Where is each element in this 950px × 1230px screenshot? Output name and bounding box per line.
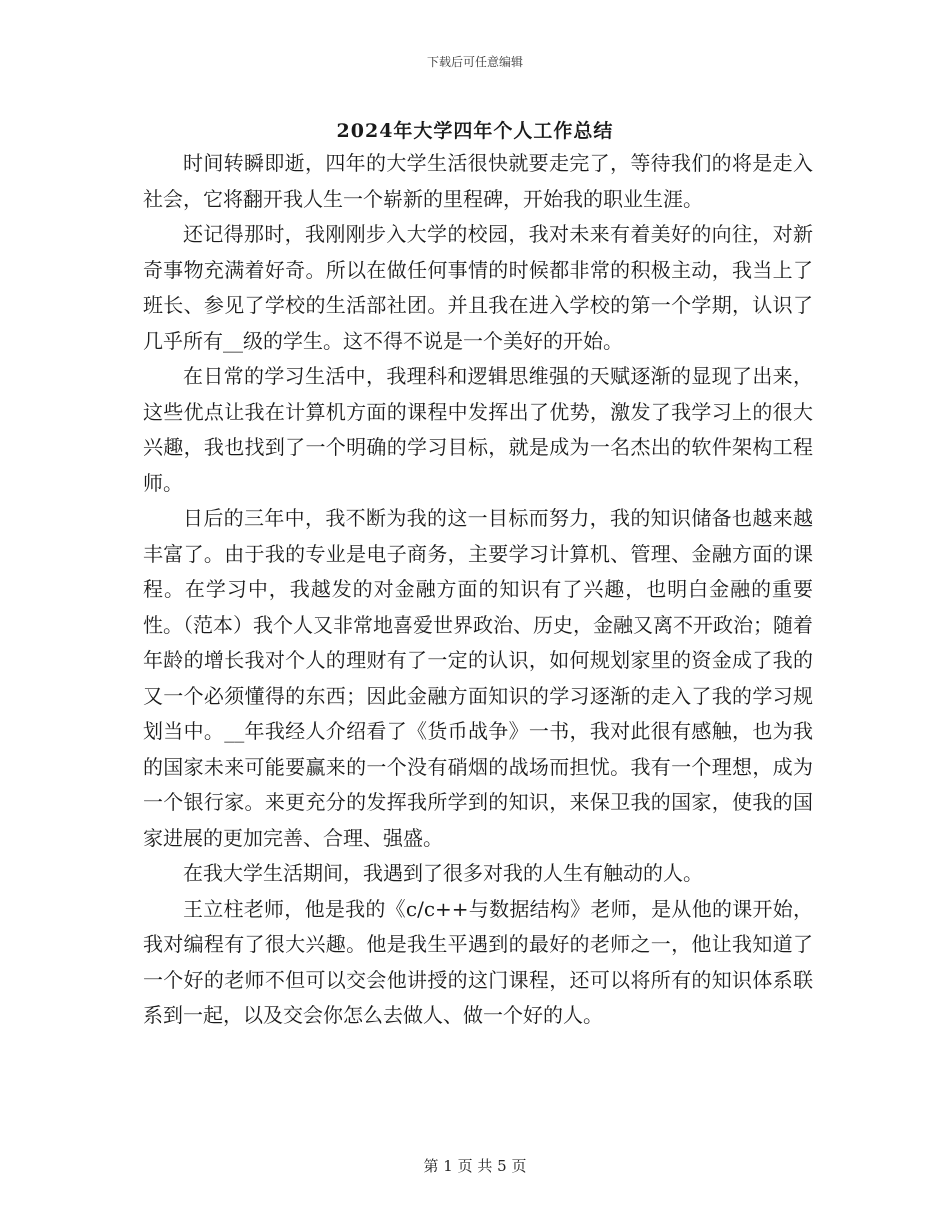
paragraph-5: 在我大学生活期间，我遇到了很多对我的人生有触动的人。 — [183, 861, 703, 885]
paragraph-6: 王立柱老师，他是我的《c/c++与数据结构》老师，是从他的课开始，我对编程有了很大兴趣。他是我生平遇到的最好的老师之一，他让我知道了一个好的老师不但可以交会他讲授的这门课程，还可以将所有的知识体系联系到一起，以及交会你怎么去做人、做一个好的人。 — [143, 896, 813, 1027]
page-number: 第 1 页 共 5 页 — [423, 1157, 527, 1175]
paragraph-2: 还记得那时，我刚刚步入大学的校园，我对未来有着美好的向往，对新奇事物充满着好奇。所以在做任何事情的时候都非常的积极主动，我当上了班长、参见了学校的生活部社团。并且我在进入学校的第一个学期，认识了几乎所有__级的学生。这不得不说是一个美好的开始。 — [143, 222, 813, 353]
paragraph-3: 在日常的学习生活中，我理科和逻辑思维强的天赋逐渐的显现了出来，这些优点让我在计算机方面的课程中发挥出了优势，激发了我学习上的很大兴趣，我也找到了一个明确的学习目标，就是成为一名杰出的软件架构工程师。 — [143, 364, 813, 495]
document-title: 2024年大学四年个人工作总结 — [336, 120, 614, 142]
download-edit-note: 下载后可任意编辑 — [426, 55, 523, 69]
paragraph-4: 日后的三年中，我不断为我的这一目标而努力，我的知识储备也越来越丰富了。由于我的专业是电子商务，主要学习计算机、管理、金融方面的课程。在学习中，我越发的对金融方面的知识有了兴趣，也明白金融的重要性。（范本）我个人又非常地喜爱世界政治、历史，金融又离不开政治；随着年龄的增长我对个人的理财有了一定的认识，如何规划家里的资金成了我的又一个必须懂得的东西；因此金融方面知识的学习逐渐的走入了我的学习规划当中。__年我经人介绍看了《货币战争》一书，我对此很有感触，也为我的国家未来可能要赢来的一个没有硝烟的战场而担忧。我有一个理想，成为一个银行家。来更充分的发挥我所学到的知识，来保卫我的国家，使我的国家进展的更加完善、合理、强盛。 — [143, 506, 813, 850]
document-body — [143, 146, 813, 1034]
paragraph-1: 时间转瞬即逝，四年的大学生活很快就要走完了，等待我们的将是走入社会，它将翻开我人生一个崭新的里程碑，开始我的职业生涯。 — [143, 151, 813, 211]
